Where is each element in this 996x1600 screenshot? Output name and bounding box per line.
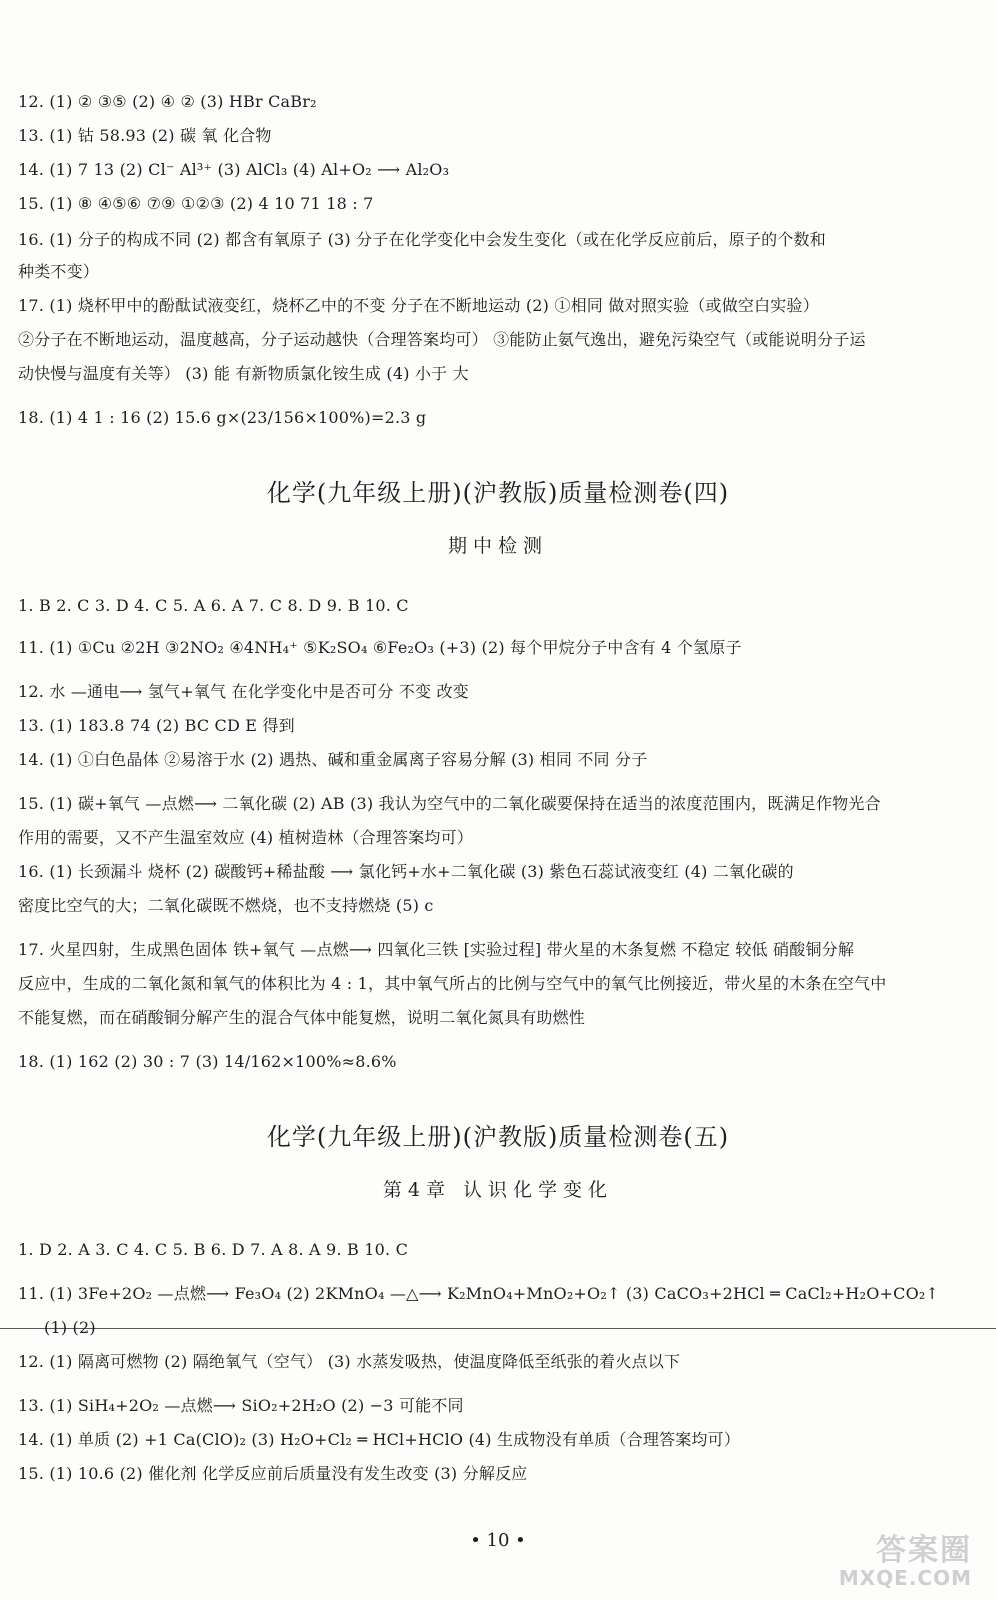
answer-line: 12. 水 —通电⟶ 氢气+氧气 在化学变化中是否可分 不变 改变 xyxy=(18,682,469,701)
answer-line: 14. (1) 单质 (2) +1 Ca(ClO)₂ (3) H₂O+Cl₂ ═ HCl+HClO (4) 生成物没有单质（合理答案均可） xyxy=(18,1430,741,1449)
answer-line: 1. D 2. A 3. C 4. C 5. B 6. D 7. A 8. A 9. B 10. C xyxy=(18,1240,409,1259)
answer-line: 16. (1) 长颈漏斗 烧杯 (2) 碳酸钙+稀盐酸 ⟶ 氯化钙+水+二氧化碳 (3) 紫色石蕊试液变红 (4) 二氧化碳的 xyxy=(18,862,794,881)
answer-line: 17. (1) 烧杯甲中的酚酞试液变红，烧杯乙中的不变 分子在不断地运动 (2) ①相同 做对照实验（或做空白实验） xyxy=(18,296,819,315)
answer-line: 动快慢与温度有关等） (3) 能 有新物质氯化铵生成 (4) 小于 大 xyxy=(18,364,469,383)
answer-line: 18. (1) 4 1 : 16 (2) 15.6 g×(23/156×100%)=2.3 g xyxy=(18,408,427,427)
answer-line: 12. (1) 隔离可燃物 (2) 隔绝氧气（空气） (3) 水蒸发吸热，使温度降低至纸张的着火点以下 xyxy=(18,1352,681,1371)
page-number: • 10 • xyxy=(470,1530,526,1551)
answer-line: 15. (1) ⑧ ④⑤⑥ ⑦⑨ ①②③ (2) 4 10 71 18 : 7 xyxy=(18,194,374,213)
answer-line: 13. (1) 钴 58.93 (2) 碳 氧 化合物 xyxy=(18,126,272,145)
answer-line: 13. (1) 183.8 74 (2) BC CD E 得到 xyxy=(18,716,295,735)
answer-line: 1. B 2. C 3. D 4. C 5. A 6. A 7. C 8. D 9. B 10. C xyxy=(18,596,409,615)
answer-line: 15. (1) 碳+氧气 —点燃⟶ 二氧化碳 (2) AB (3) 我认为空气中的二氧化碳要保持在适当的浓度范围内，既满足作物光合 xyxy=(18,794,881,813)
answer-line: 13. (1) SiH₄+2O₂ —点燃⟶ SiO₂+2H₂O (2) −3 可能不同 xyxy=(18,1396,464,1415)
answer-line: 14. (1) ①白色晶体 ②易溶于水 (2) 遇热、碱和重金属离子容易分解 (3) 相同 不同 分子 xyxy=(18,750,648,769)
answer-line: 16. (1) 分子的构成不同 (2) 都含有氧原子 (3) 分子在化学变化中会发生变化（或在化学反应前后，原子的个数和 xyxy=(18,230,826,249)
answer-line: 密度比空气的大；二氧化碳既不燃烧，也不支持燃烧 (5) c xyxy=(18,896,434,915)
answer-line: 15. (1) 10.6 (2) 催化剂 化学反应前后质量没有发生改变 (3) 分解反应 xyxy=(18,1464,528,1483)
section-title: 化学(九年级上册)(沪教版)质量检测卷(五) xyxy=(266,1123,730,1151)
answer-line: 作用的需要，又不产生温室效应 (4) 植树造林（合理答案均可） xyxy=(18,828,474,847)
answer-line: 11. (1) 3Fe+2O₂ —点燃⟶ Fe₃O₄ (2) 2KMnO₄ —△⟶ K₂MnO₄+MnO₂+O₂↑ (3) CaCO₃+2HCl ═ CaCl₂+H₂O+CO₂↑ xyxy=(18,1284,940,1303)
answer-line: 11. (1) ①Cu ②2H ③2NO₂ ④4NH₄⁺ ⑤K₂SO₄ ⑥Fe₂O₃ (+3) (2) 每个甲烷分子中含有 4 个氢原子 xyxy=(18,638,742,657)
answer-line: 反应中，生成的二氧化氮和氧气的体积比为 4 : 1，其中氧气所占的比例与空气中的氧气比例接近，带火星的木条在空气中 xyxy=(18,974,887,993)
answer-line: 12. (1) ② ③⑤ (2) ④ ② (3) HBr CaBr₂ xyxy=(18,92,317,111)
section-subtitle: 第4章 认识化学变化 xyxy=(382,1179,614,1201)
answer-line: (1) (2) xyxy=(44,1318,96,1337)
section-subtitle: 期中检测 xyxy=(447,535,548,557)
answer-line: 14. (1) 7 13 (2) Cl⁻ Al³⁺ (3) AlCl₃ (4) Al+O₂ ⟶ Al₂O₃ xyxy=(18,160,450,179)
watermark-url: MXQE.COM xyxy=(838,1566,972,1590)
answer-line: 17. 火星四射，生成黑色固体 铁+氧气 —点燃⟶ 四氧化三铁 [实验过程] 带火星的木条复燃 不稳定 较低 硝酸铜分解 xyxy=(18,940,855,959)
answer-line: 18. (1) 162 (2) 30 : 7 (3) 14/162×100%≈8.6% xyxy=(18,1052,397,1071)
watermark-logo xyxy=(802,1535,972,1591)
answer-line: 种类不变） xyxy=(18,262,100,281)
section-title: 化学(九年级上册)(沪教版)质量检测卷(四) xyxy=(266,479,730,507)
watermark-text: 答案圈 xyxy=(876,1533,972,1568)
answer-line: 不能复燃，而在硝酸铜分解产生的混合气体中能复燃，说明二氧化氮具有助燃性 xyxy=(18,1008,586,1027)
answer-line: ②分子在不断地运动，温度越高，分子运动越快（合理答案均可） ③能防止氨气逸出，避免污染空气（或能说明分子运 xyxy=(18,330,866,349)
